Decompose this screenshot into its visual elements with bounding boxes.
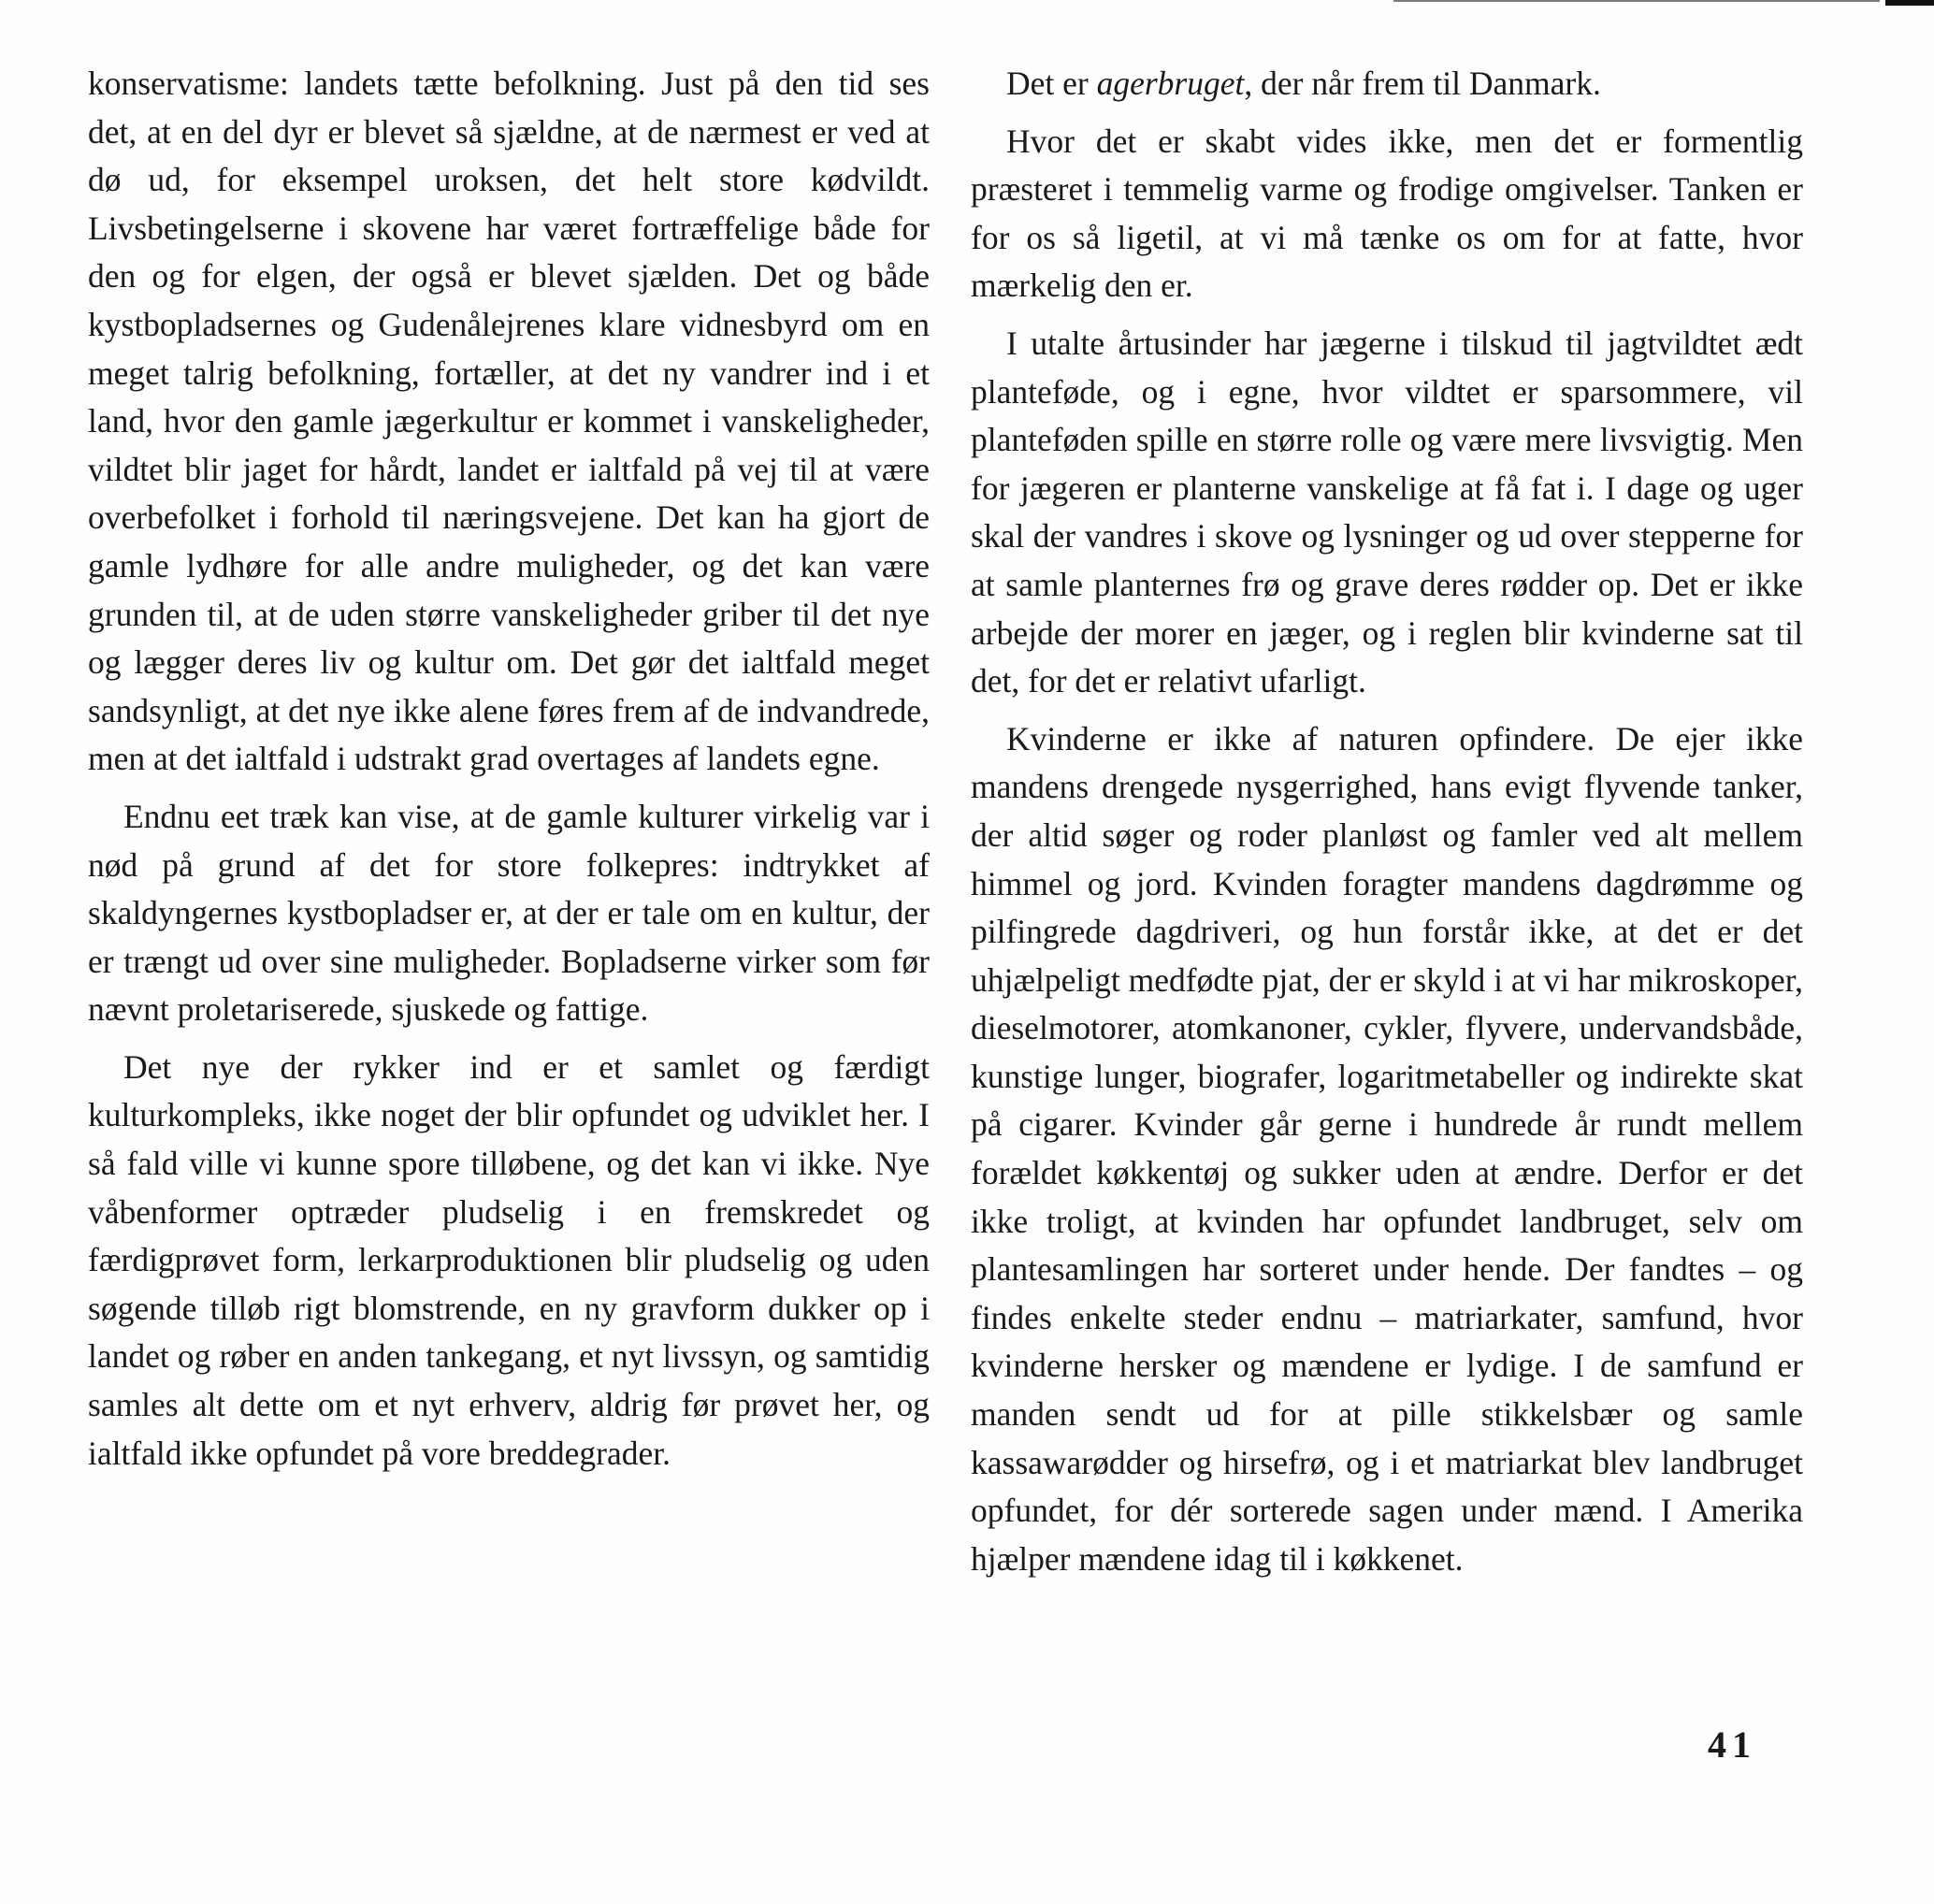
right-paragraph-4: Kvinderne er ikke af naturen opfindere. De ejer ikke mandens drengede nysgerrighed, hans evigt flyvende tanker, der altid søger og roder planløst og famler ved alt mellem himmel og jord. Kvinden foragter mandens dagdrømme og pilfingrede dagdriveri, og hun forstår ikke, at det er det uhjælpeligt medfødte pjat, der er skyld i at vi har mikroskoper, dieselmotorer, atomkanoner, cykler, flyvere, undervandsbåde, kunstige lunger, biografer, logaritmetabeller og indirekte skat på cigarer. Kvinder går gerne i hundrede år rundt mellem forældet køkkentøj og sukker uden at ændre. Derfor er det ikke troligt, at kvinden har opfundet landbruget, selv om plantesamlingen har sorteret under hende. Der fandtes – og findes enkelte steder endnu – matriarkater, samfund, hvor kvinderne hersker og mændene er lydige. I de samfund er manden sendt ud for at pille stikkelsbær og samle kassawarødder og hirsefrø, og i et matriarkat blev landbruget opfundet, for dér sorterede sagen under mænd. I Amerika hjælper mændene idag til i køkkenet. <box>971 719 1803 1578</box>
left-paragraph-1: konservatisme: landets tætte befolkning. Just på den tid ses det, at en del dyr er blevet så sjældne, at de nærmest er ved at dø ud, for eksempel uroksen, det helt store kødvildt. Livsbetingelserne i skovene har været fortræffelige både for den og for elgen, der også er blevet sjælden. Det og både kystbopladsernes og Gudenålejrenes klare vidnesbyrd om en meget talrig befolkning, fortæller, at det ny vandrer ind i et land, hvor den gamle jægerkultur er kommet i vanskeligheder, vildtet blir jaget for hårdt, landet er ialtfald på vej til at være overbefolket i forhold til næringsvejene. Det kan ha gjort de gamle lydhøre for alle andre muligheder, og det kan være grunden til, at de uden større vanskeligheder griber til det nye og lægger deres liv og kultur om. Det gør det ialtfald meget sandsynligt, at det nye ikke alene føres frem af de indvandrede, men at det ialtfald i udstrakt grad overtages af landets egne. <box>88 65 930 778</box>
right-paragraph-1-after: , der når frem til Danmark. <box>1244 65 1601 102</box>
right-paragraph-1-before: Det er <box>1006 65 1097 102</box>
left-text-column <box>88 60 930 1478</box>
right-paragraph-1-italic: agerbruget <box>1096 65 1245 102</box>
right-paragraph-3: I utalte årtusinder har jægerne i tilskud til jagtvildtet ædt planteføde, og i egne, hvor vildtet er sparsommere, vil planteføden spille en større rolle og være mere livsvigtig. Men for jægeren er planterne vanskelige at få fat i. I dage og uger skal der vandres i skove og lysninger og ud over stepperne for at samle planternes frø og grave deres rødder op. Det er ikke arbejde der morer en jæger, og i reglen blir kvinderne sat til det, for det er relativt ufarligt. <box>971 324 1803 700</box>
right-paragraph-2: Hvor det er skabt vides ikke, men det er formentlig præsteret i temmelig varme og frodige omgivelser. Tanken er for os så ligetil, at vi må tænke os om for at fatte, hvor mærkelig den er. <box>971 122 1803 305</box>
top-rule <box>1393 0 1880 2</box>
corner-mark <box>1885 0 1934 6</box>
right-text-column <box>971 60 1803 1583</box>
right-paragraph-1 <box>971 60 1803 108</box>
left-paragraph-3: Det nye der rykker ind er et samlet og færdigt kulturkompleks, ikke noget der blir opfundet og udviklet her. I så fald ville vi kunne spore tilløbene, og det kan vi ikke. Nye våbenformer optræder pludselig i en fremskredet og færdigprøvet form, lerkarproduktionen blir pludselig og uden søgende tilløb rigt blomstrende, en ny gravform dukker op i landet og røber en anden tankegang, et nyt livssyn, og samtidig samles alt dette om et nyt erhverv, aldrig før prøvet her, og ialtfald ikke opfundet på vore breddegrader. <box>88 1047 930 1472</box>
page-number: 41 <box>1708 1724 1756 1766</box>
left-paragraph-2: Endnu eet træk kan vise, at de gamle kulturer virkelig var i nød på grund af det for store folkepres: indtrykket af skaldyngernes kystbopladser er, at der er tale om en kultur, der er trængt ud over sine muligheder. Bopladserne virker som før nævnt proletariserede, sjuskede og fattige. <box>88 797 930 1029</box>
